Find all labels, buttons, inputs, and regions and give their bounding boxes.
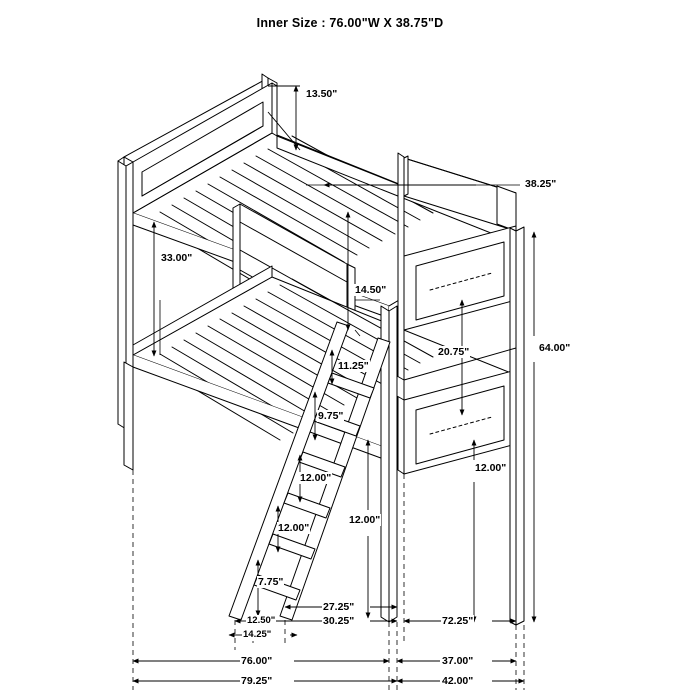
dimension-label: 7.75" [258,576,284,588]
mid-right-post [398,153,404,474]
dimension-label: 20.75" [438,346,470,358]
dimension-label: 14.25" [243,629,272,640]
dimension-label: 64.00" [539,342,571,354]
right-front-post [510,227,524,625]
dimension-label: 13.50" [306,88,338,100]
dimension-label: 79.25" [241,675,273,687]
dimension-label: 38.25" [525,178,557,190]
dimension-label: 76.00" [241,655,273,667]
dimension-label: 12.00" [475,462,507,474]
dimension-label: 33.00" [161,252,193,264]
dimension-label: 12.00" [300,472,332,484]
dimension-label: 12.00" [349,514,381,526]
dimension-label: 14.50" [355,284,387,296]
dimension-label: 12.00" [278,522,310,534]
dimension-label: 12.50" [247,615,276,626]
dimension-label: 37.00" [442,655,474,667]
dimension-label: 42.00" [442,675,474,687]
dimension-label: 72.25" [442,615,474,627]
dimension-label: 27.25" [323,601,355,613]
left-foot-post [124,362,133,470]
dimension-label: 30.25" [323,615,355,627]
page-title: Inner Size : 76.00"W X 38.75"D [256,16,444,30]
dimension-label: 11.25" [338,360,369,372]
dimension-label: 9.75" [318,410,344,422]
